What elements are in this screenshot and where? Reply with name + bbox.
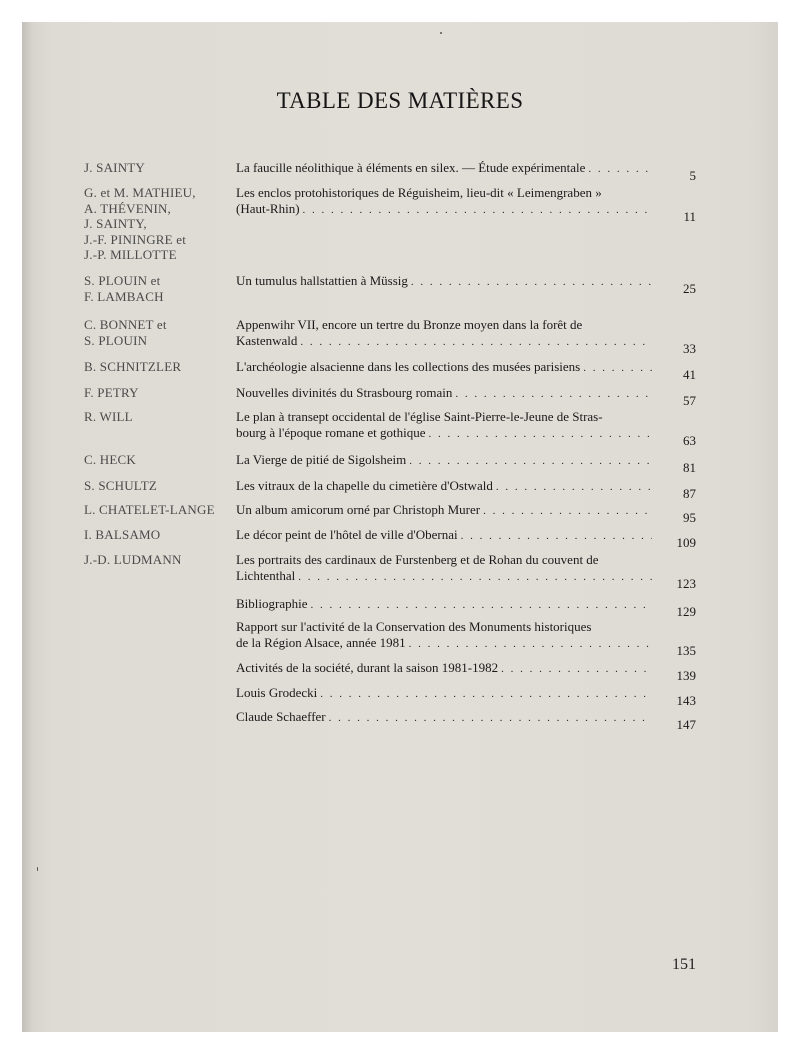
title-text: Activités de la société, durant la saison 1981-1982: [236, 660, 499, 675]
entry-title: [236, 660, 654, 677]
entry-title: [236, 317, 654, 350]
entry-page-number: 147: [676, 717, 696, 732]
entry-title: [236, 619, 654, 652]
title-text: Un album amicorum orné par Christoph Murer: [236, 502, 481, 517]
title-line: [236, 709, 654, 726]
entry-authors: [84, 273, 234, 304]
author-line: I. BALSAMO: [84, 527, 161, 542]
paper-speck: [37, 867, 38, 871]
entry-authors: [84, 385, 234, 401]
entry-authors: [84, 160, 234, 176]
entry-authors: [84, 502, 234, 518]
title-text: (Haut-Rhin): [236, 201, 300, 216]
title-line: [236, 333, 654, 350]
entry-page-number: 95: [683, 510, 696, 525]
author-line: G. et M. MATHIEU,: [84, 185, 196, 200]
author-line: F. PETRY: [84, 385, 139, 400]
title-line: [236, 502, 654, 519]
title-text: Kastenwald: [236, 333, 298, 348]
title-line: [236, 273, 654, 290]
title-text: Claude Schaeffer: [236, 709, 326, 724]
dot-leader: [501, 661, 652, 677]
title-line: [236, 619, 654, 635]
title-line: [236, 317, 654, 333]
author-line: R. WILL: [84, 409, 133, 424]
entry-title: [236, 385, 654, 402]
author-line: C. HECK: [84, 452, 136, 467]
title-text: Lichtenthal: [236, 568, 296, 583]
entry-page-number: 57: [683, 393, 696, 408]
title-text: Bibliographie: [236, 596, 308, 611]
author-line: S. SCHULTZ: [84, 478, 158, 493]
dot-leader: [320, 686, 652, 702]
author-line: S. PLOUIN et: [84, 273, 161, 288]
author-line: J. SAINTY,: [84, 216, 147, 231]
author-line: J. SAINTY: [84, 160, 146, 175]
entry-title: [236, 527, 654, 544]
entry-title: [236, 160, 654, 177]
dot-leader: [300, 334, 652, 350]
dot-leader: [428, 426, 652, 442]
title-line: [236, 452, 654, 469]
entry-title: [236, 685, 654, 702]
entry-page-number: 11: [683, 209, 696, 224]
dot-leader: [483, 503, 652, 519]
title-line: [236, 568, 654, 585]
title-line: [236, 660, 654, 677]
title-text: Nouvelles divinités du Strasbourg romain: [236, 385, 453, 400]
title-text: Appenwihr VII, encore un tertre du Bronze moyen dans la forêt de: [236, 317, 583, 332]
title-line: [236, 409, 654, 425]
title-line: [236, 478, 654, 495]
dot-leader: [455, 386, 652, 402]
entry-page-number: 25: [683, 281, 696, 296]
title-line: [236, 635, 654, 652]
title-line: [236, 201, 654, 218]
title-text: Un tumulus hallstattien à Müssig: [236, 273, 408, 288]
entry-page-number: 87: [683, 486, 696, 501]
entry-authors: [84, 359, 234, 375]
title-text: Les portraits des cardinaux de Furstenberg et de Rohan du couvent de: [236, 552, 599, 567]
dot-leader: [298, 569, 652, 585]
entry-title: [236, 596, 654, 613]
title-text: Les enclos protohistoriques de Réguisheim, lieu-dit « Leimengraben »: [236, 185, 602, 200]
entry-page-number: 129: [676, 604, 696, 619]
title-text: bourg à l'époque romane et gothique: [236, 425, 426, 440]
entry-authors: [84, 317, 234, 348]
book-page: [22, 22, 778, 1032]
title-text: Les vitraux de la chapelle du cimetière d'Ostwald: [236, 478, 493, 493]
dot-leader: [303, 202, 652, 218]
paper-speck: [440, 32, 442, 34]
entry-page-number: 143: [676, 693, 696, 708]
title-line: [236, 552, 654, 568]
page-title: TABLE DES MATIÈRES: [276, 88, 524, 113]
entry-authors: [84, 452, 234, 468]
title-line: [236, 359, 654, 376]
folio-page-number: 151: [672, 956, 696, 973]
title-line: [236, 425, 654, 442]
entry-page-number: 5: [689, 168, 696, 183]
dot-leader: [461, 528, 652, 544]
title-text: Louis Grodecki: [236, 685, 318, 700]
title-text: Le plan à transept occidental de l'église Saint-Pierre-le-Jeune de Stras-: [236, 409, 603, 424]
dot-leader: [411, 274, 652, 290]
author-line: J.-P. MILLOTTE: [84, 247, 177, 262]
title-text: de la Région Alsace, année 1981: [236, 635, 406, 650]
author-line: A. THÉVENIN,: [84, 200, 172, 216]
dot-leader: [409, 453, 652, 469]
entry-authors: [84, 478, 234, 494]
entry-title: [236, 552, 654, 585]
title-text: La faucille néolithique à éléments en silex. — Étude expérimentale: [236, 160, 586, 175]
author-line: J.-D. LUDMANN: [84, 552, 182, 567]
dot-leader: [329, 710, 652, 726]
dot-leader: [588, 161, 652, 177]
title-line: [236, 160, 654, 177]
entry-title: [236, 709, 654, 726]
author-line: S. PLOUIN: [84, 332, 148, 348]
entry-authors: [84, 409, 234, 425]
entry-page-number: 63: [683, 433, 696, 448]
title-line: [236, 185, 654, 201]
title-line: [236, 596, 654, 613]
entry-page-number: 33: [683, 341, 696, 356]
author-line: J.-F. PININGRE et: [84, 231, 187, 247]
title-text: La Vierge de pitié de Sigolsheim: [236, 452, 407, 467]
entry-title: [236, 478, 654, 495]
entry-title: [236, 185, 654, 218]
entry-title: [236, 502, 654, 519]
entry-authors: [84, 185, 234, 263]
title-text: Rapport sur l'activité de la Conservation des Monuments historiques: [236, 619, 592, 634]
entry-page-number: 139: [676, 668, 696, 683]
entry-authors: [84, 527, 234, 543]
title-text: Le décor peint de l'hôtel de ville d'Obernai: [236, 527, 458, 542]
entry-authors: [84, 552, 234, 568]
author-line: L. CHATELET-LANGE: [84, 502, 215, 517]
title-line: [236, 685, 654, 702]
author-line: F. LAMBACH: [84, 288, 164, 304]
title-line: [236, 527, 654, 544]
entry-title: [236, 359, 654, 376]
entry-page-number: 41: [683, 367, 696, 382]
dot-leader: [409, 636, 652, 652]
entry-page-number: 135: [676, 643, 696, 658]
entry-title: [236, 409, 654, 442]
entry-title: [236, 273, 654, 290]
dot-leader: [496, 479, 652, 495]
entry-page-number: 123: [676, 576, 696, 591]
dot-leader: [311, 597, 653, 613]
title-text: L'archéologie alsacienne dans les collections des musées parisiens: [236, 359, 581, 374]
entry-page-number: 109: [676, 535, 696, 550]
entry-page-number: 81: [683, 460, 696, 475]
dot-leader: [583, 360, 652, 376]
entry-title: [236, 452, 654, 469]
author-line: C. BONNET et: [84, 317, 167, 332]
title-line: [236, 385, 654, 402]
author-line: B. SCHNITZLER: [84, 359, 182, 374]
